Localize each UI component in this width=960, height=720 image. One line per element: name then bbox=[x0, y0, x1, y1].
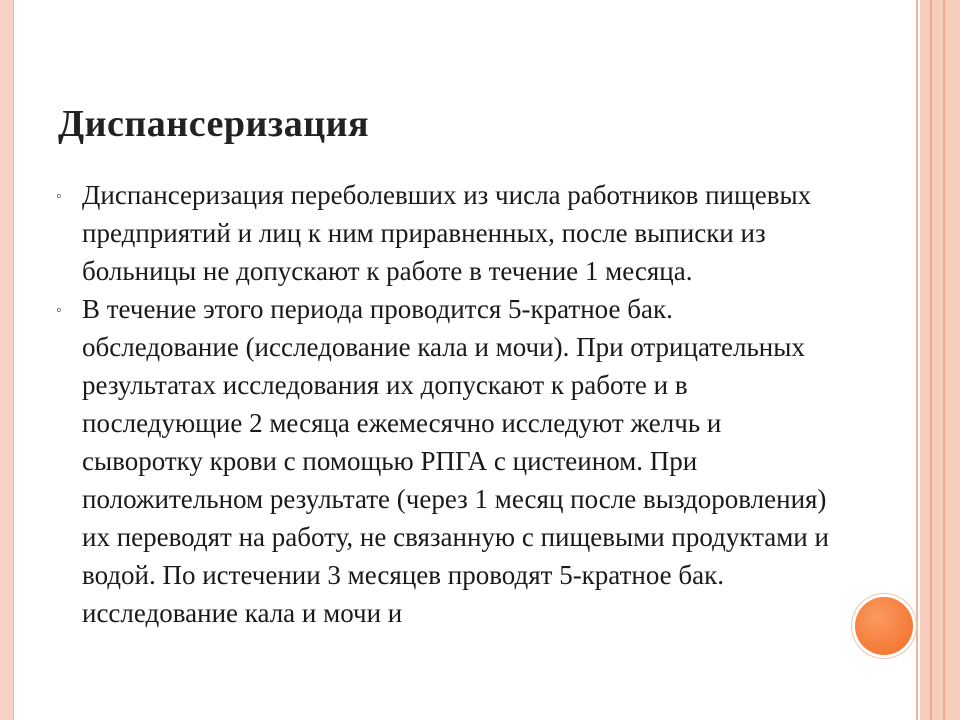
bullet-item bbox=[56, 176, 836, 290]
bullet-text: В течение этого периода проводится 5-кратное бак. обследование (исследование кала и мочи). При отрицательных результатах исследования их допускают к работе и в последующие 2 месяца ежемесячно исследуют желчь и сыворотку крови с помощью РПГА с цистеином. При положительном результате (через 1 месяц после выздоровления) их переводят на работу, не связанную с пищевыми продуктами и водой. По истечении 3 месяцев проводят 5-кратное бак. исследование кала и мочи и bbox=[82, 294, 829, 628]
left-frame-border bbox=[0, 0, 14, 720]
bullet-marker-icon: ◦ bbox=[56, 188, 62, 205]
bullet-text: Диспансеризация переболевших из числа работников пищевых предприятий и лиц к ним приравненных, после выписки из больницы не допускают к работе в течение 1 месяца. bbox=[82, 180, 812, 286]
slide-title: Диспансеризация bbox=[58, 103, 370, 145]
right-frame-line bbox=[930, 0, 932, 720]
decorative-circle-icon bbox=[855, 597, 913, 655]
bullet-marker-icon: ◦ bbox=[56, 302, 62, 319]
right-frame-line bbox=[943, 0, 945, 720]
right-frame-panel bbox=[920, 0, 960, 720]
slide-body bbox=[56, 176, 836, 632]
right-frame-line bbox=[916, 0, 918, 720]
bullet-item bbox=[56, 290, 836, 632]
